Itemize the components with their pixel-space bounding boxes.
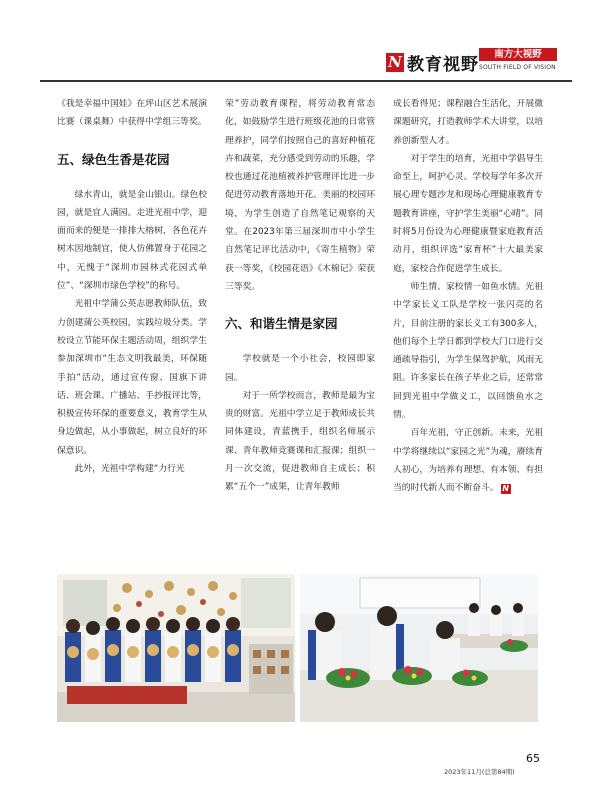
section-heading-5: 五、绿色生香是花园 xyxy=(57,151,170,167)
photo-students-handicrafts xyxy=(57,574,295,722)
text-column-2 xyxy=(225,95,375,497)
paragraph: 师生情、家校情一如鱼水情。光祖中学家长义工队是学校一张闪亮的名片，目前注册的家长义工有300多人，他们每个上学日都到学校大门口进行交通疏导指引，为学生保驾护航，风雨无阻。许多家长在孩子毕业之后，还常常回到光祖中学做义工，以回馈鱼水之情。 xyxy=(393,281,543,421)
page-number: 65 xyxy=(526,752,540,765)
closing-text: 百年光祖，守正创新。未来，光祖中学将继续以“家园之光”为魂，赓续育人初心，为培养有理想、有本领、有担当的时代新人而不断奋斗。 xyxy=(393,428,543,494)
paragraph: 学校就是一个小社会，校园即家园。 xyxy=(225,354,375,383)
masthead xyxy=(386,44,570,78)
paragraph: 成长看得见；课程融合生活化，开展微课题研究，打造教师学术大讲堂，以培养创新型人才。 xyxy=(393,99,543,146)
paragraph: 荣”劳动教育课程，将劳动教育常态化，如鼓励学生进行班级花池的日常管理养护，同学们按照自己的喜好种植花卉和蔬菜，充分感受到劳动的乐趣，学校也通过花池植被养护管理评比进一步促进劳动教育落地开花。美丽的校园环境，为学生创造了自然笔记观察的天堂。在2023年第三届深圳市中小学生自然笔记评比活动中，《寄生植物》荣获一等奖，《校园花语》《木棉记》荣获三等奖。 xyxy=(225,99,375,292)
issue-info: 2023年11月(总第84期) xyxy=(444,768,515,776)
paragraph: 此外，光祖中学构建“力行光 xyxy=(74,464,185,475)
text-column-1 xyxy=(57,95,207,478)
paragraph xyxy=(393,424,543,497)
column-label: 南方大视野 xyxy=(479,48,557,61)
end-mark-logo: N xyxy=(502,484,509,494)
section-heading-6: 六、和谐生情是家园 xyxy=(225,316,338,332)
photo-flower-arranging xyxy=(300,574,538,722)
column-label-en: SOUTH FIELD OF VISION xyxy=(479,64,556,71)
magazine-logo: N xyxy=(386,53,404,72)
text-column-3 xyxy=(393,95,543,498)
photo-students-handicrafts-image xyxy=(57,574,295,722)
header-rule xyxy=(40,80,572,82)
paragraph: 对于一所学校而言，教师是最为宝贵的财富。光祖中学立足于教师成长共同体建设，青蓝携手，组织名师展示课、青年教师竞赛课和汇报课；组织一月一次交流，促进教师自主成长；积累“五个一”成果，让青年教师 xyxy=(225,390,375,493)
paragraph: 《我是幸福中国娃》在坪山区艺术展演比赛（课桌舞）中获得中学组三等奖。 xyxy=(57,99,207,128)
paragraph: 光祖中学蒲公英志愿教师队伍，致力创建蒲公英校园，实践垃圾分类。学校设立节能环保主题活动周，组织学生参加深圳市“生态文明我最美，环保随手拍”活动，通过宣传窗、国旗下讲话、班会课、广播站、手抄报评比等，积极宣传环保的重要意义，教育学生从身边做起，从小事做起，树立良好的环保意识。 xyxy=(57,299,207,456)
paragraph: 绿水青山，就是金山银山。绿色校园，就是宜人满园。走进光祖中学，迎面而来的便是一排排大榕树，各色花卉树木因地制宜，使人仿佛置身于花园之中，无愧于“深圳市园林式花园式单位”、“深圳市绿色学校”的称号。 xyxy=(57,189,207,292)
paragraph: 对于学生的培育，光祖中学倡导生命至上，呵护心灵。学校每学年多次开展心理专题沙龙和现场心理健康教育专题教育讲座，守护学生美丽“心晴”。同时将5月份设为心理健康暨家庭教育活动月，组织评选“家育杯”十大最美家庭，家校合作促进学生成长。 xyxy=(393,153,543,274)
magazine-title: 教育视野 xyxy=(407,55,479,75)
photo-flower-arranging-image xyxy=(300,574,538,722)
